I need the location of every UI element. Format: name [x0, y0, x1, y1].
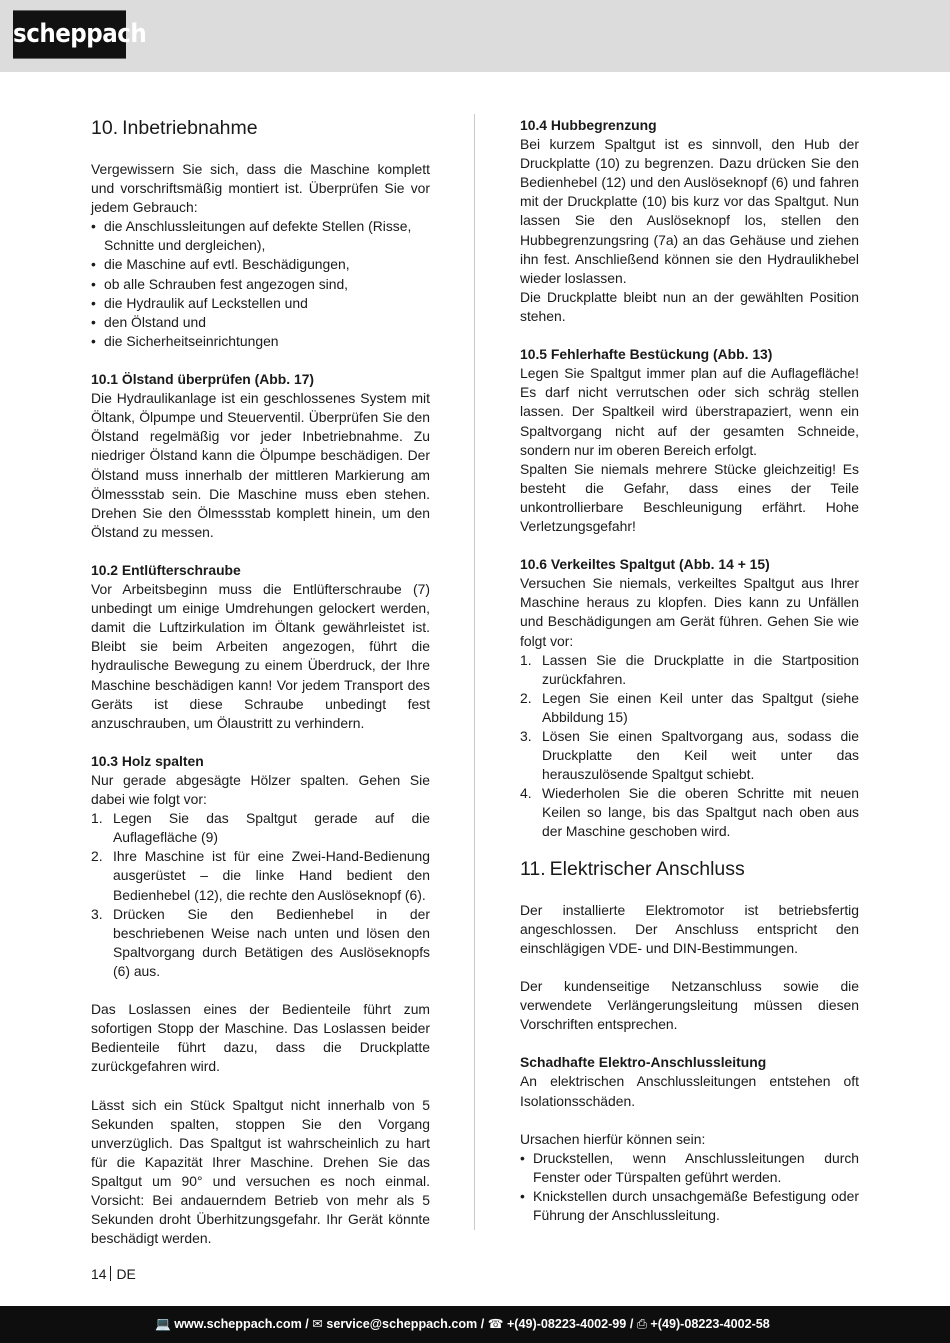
column-divider [474, 114, 475, 1230]
computer-icon: 💻 [155, 1317, 171, 1331]
section-10-3-text: Nur gerade abgesägte Hölzer spalten. Gehen Sie dabei wie folgt vor: [91, 772, 430, 808]
list-item: • Knickstellen durch unsachgemäße Befestigung oder Führung der Anschlussleitung. [520, 1187, 859, 1225]
section-11-text-2: Der kundenseitige Netzanschluss sowie die verwendete Verlängerungsleitung müssen diesen Vorschriften entsprechen. [520, 977, 859, 1033]
list-item: 1. Legen Sie das Spaltgut gerade auf die Auflagefläche (9) [91, 810, 430, 846]
phone-icon: ☎ [487, 1317, 504, 1331]
page-separator [110, 1266, 111, 1281]
phone-number: +(49)-08223-4002-99 [506, 1317, 627, 1331]
section-10-3-release-note: Das Loslassen eines der Bedienteile führt zum sofortigen Stopp der Maschine. Das Loslassen beider Bedienteile führt dazu, dass die Druckplatte zurückgefahren wird. [91, 1001, 430, 1075]
section-10-4-text: Bei kurzem Spaltgut ist es sinnvoll, den Hub der Druckplatte (10) zu begrenzen. Dazu drücken Sie den Bedienhebel (12) und den Auslöseknopf (6) und fahren mit der Druckplatte (10) bis kurz vor das Spaltgut. Nun lassen Sie den Auslöseknopf los, stellen den Hubbegrenzungsring (7a) an das Gehäuse und ziehen ihn fest. Anschließend können sie den Hydraulikhebel wieder loslassen. [520, 136, 859, 286]
list-item: • die Anschlussleitungen auf defekte Stellen (Risse, Schnitte und dergleichen), [91, 217, 430, 255]
right-column [520, 116, 859, 1225]
section-10-5-warning: Spalten Sie niemals mehrere Stücke gleichzeitig! Es besteht die Gefahr, dass eines der Teile unkontrollierbare Beschleunigung erfährt. Hohe Verletzungsgefahr! [520, 460, 859, 534]
section-10-6-steps [520, 651, 859, 842]
damaged-cable-title: Schadhafte Elektro-Anschlussleitung [520, 1054, 767, 1071]
header-bar [0, 0, 950, 72]
section-10-2-title: 10.2 Entlüfterschraube [91, 561, 241, 578]
footer-bar [0, 1306, 950, 1343]
website-link[interactable]: www.scheppach.com [174, 1317, 302, 1331]
list-item: • die Sicherheitseinrichtungen [91, 332, 430, 351]
page-number: 14 DE [91, 1266, 136, 1282]
list-item: 2. Legen Sie einen Keil unter das Spaltgut (siehe Abbildung 15) [520, 689, 859, 725]
list-item: 3. Lösen Sie einen Spaltvorgang aus, sodass die Druckplatte den Keil weit unter das herauszulösende Spaltgut schiebt. [520, 728, 859, 783]
section-11-text-1: Der installierte Elektromotor ist betriebsfertig angeschlossen. Der Anschluss entspricht den einschlägigen VDE- und DIN-Bestimmungen. [520, 901, 859, 956]
causes-list [520, 1149, 859, 1225]
section-10-1-title: 10.1 Ölstand überprüfen (Abb. 17) [91, 371, 315, 388]
section-10-6-text: Versuchen Sie niemals, verkeiltes Spaltgut aus Ihrer Maschine heraus zu klopfen. Dies kann zu Unfällen und Beschädigungen am Gerät führen. Gehen Sie wie folgt vor: [520, 575, 859, 649]
intro-paragraph: Vergewissern Sie sich, dass die Maschine komplett und vorschriftsmäßig montiert ist. Überprüfen Sie vor jedem Gebrauch: [91, 161, 430, 216]
section-10-3-title: 10.3 Holz spalten [91, 752, 204, 769]
email-link[interactable]: service@scheppach.com [326, 1317, 478, 1331]
list-item: • die Hydraulik auf Leckstellen und [91, 294, 430, 313]
section-10-2-text: Vor Arbeitsbeginn muss die Entlüfterschraube (7) unbedingt um einige Umdrehungen gelockert werden, damit die Luftzirkulation im Öltank gewährleistet ist. Bleibt sie beim Arbeiten angezogen, führt die hydraulische Bewegung zu einem Überdruck, der Ihre Maschine beschädigen kann! Vor jedem Transport des Geräts ist diese Schraube unbedingt fest anzuschrauben, um Ölaustritt zu verhindern. [91, 581, 430, 731]
section-10-5-text: Legen Sie Spaltgut immer plan auf die Auflagefläche! Es darf nicht verrutschen oder sich schräg stellen lassen. Der Spaltkeil wird überstrapaziert, wenn ein Spaltvorgang nicht auf der gesamten Schneide, sondern nur im oberen Bereich erfolgt. [520, 365, 859, 458]
damaged-cable-text: An elektrischen Anschlussleitungen entstehen oft Isolationsschäden. [520, 1073, 859, 1109]
fax-number: +(49)-08223-4002-58 [650, 1317, 770, 1331]
section-10-title: 10. Inbetriebnahme [91, 117, 258, 139]
mail-icon: ✉ [312, 1317, 323, 1331]
section-10-6-title: 10.6 Verkeiltes Spaltgut (Abb. 14 + 15) [520, 556, 770, 573]
list-item: • den Ölstand und [91, 313, 430, 332]
list-item: 4. Wiederholen Sie die oberen Schritte mit neuen Keilen so lange, bis das Spaltgut nach oben aus der Maschine geschoben wird. [520, 785, 859, 840]
section-10-3-warning: Lässt sich ein Stück Spaltgut nicht innerhalb von 5 Sekunden spalten, stoppen Sie den Vorgang unverzüglich. Das Spaltgut ist wahrscheinlich zu hart für die Kapazität Ihrer Maschine. Drehen Sie das Spaltgut um 90° und versuchen es noch einmal. Vorsicht: Bei andauerndem Betrieb von mehr als 5 Sekunden droht Überhitzungsgefahr. Ihr Gerät könnte beschädigt werden. [91, 1096, 430, 1247]
section-10-4-title: 10.4 Hubbegrenzung [520, 117, 657, 133]
list-item: • ob alle Schrauben fest angezogen sind, [91, 275, 430, 294]
section-10-4-text-2: Die Druckplatte bleibt nun an der gewählten Position stehen. [520, 288, 859, 324]
list-item: • die Maschine auf evtl. Beschädigungen, [91, 255, 430, 274]
section-10-1-text: Die Hydraulikanlage ist ein geschlossenes System mit Öltank, Ölpumpe und Steuerventil. Überprüfen Sie den Ölstand regelmäßig vor jeder Inbetriebnahme. Zu niedriger Ölstand kann die Ölpumpe beschädigen. Der Ölstand muss innerhalb der mittleren Markierung am Ölmessstab sein. Die Maschine muss eben stehen. Drehen Sie den Ölmessstab komplett hinein, um den Ölstand zu messen. [91, 390, 430, 540]
fax-icon: ⎙ [636, 1317, 647, 1331]
list-item: 2. Ihre Maschine ist für eine Zwei-Hand-Bedienung ausgerüstet – die linke Hand bedient den Bedienhebel (12), die rechte den Auslöseknopf (6). [91, 848, 430, 903]
list-item: • Druckstellen, wenn Anschlussleitungen durch Fenster oder Türspalten geführt werden. [520, 1149, 859, 1187]
section-11-title: 11. Elektrischer Anschluss [520, 857, 745, 880]
contact-line: 💻 www.scheppach.com / ✉ service@scheppach.com / ☎ +(49)-08223-4002-99 / ⎙ +(49)-08223-4002-58 [155, 1317, 770, 1331]
left-column [91, 116, 430, 1248]
list-item: 3. Drücken Sie den Bedienhebel in der beschriebenen Weise nach unten und lösen den Spaltvorgang durch Betätigen des Auslöseknopfs (6) aus. [91, 905, 430, 979]
scheppach-logo: scheppach [13, 10, 126, 58]
causes-intro: Ursachen hierfür können sein: [520, 1130, 706, 1147]
check-list [91, 217, 430, 351]
section-10-3-steps [91, 809, 430, 981]
list-item: 1. Lassen Sie die Druckplatte in die Startposition zurückfahren. [520, 651, 859, 687]
section-10-5-title: 10.5 Fehlerhafte Bestückung (Abb. 13) [520, 346, 773, 363]
